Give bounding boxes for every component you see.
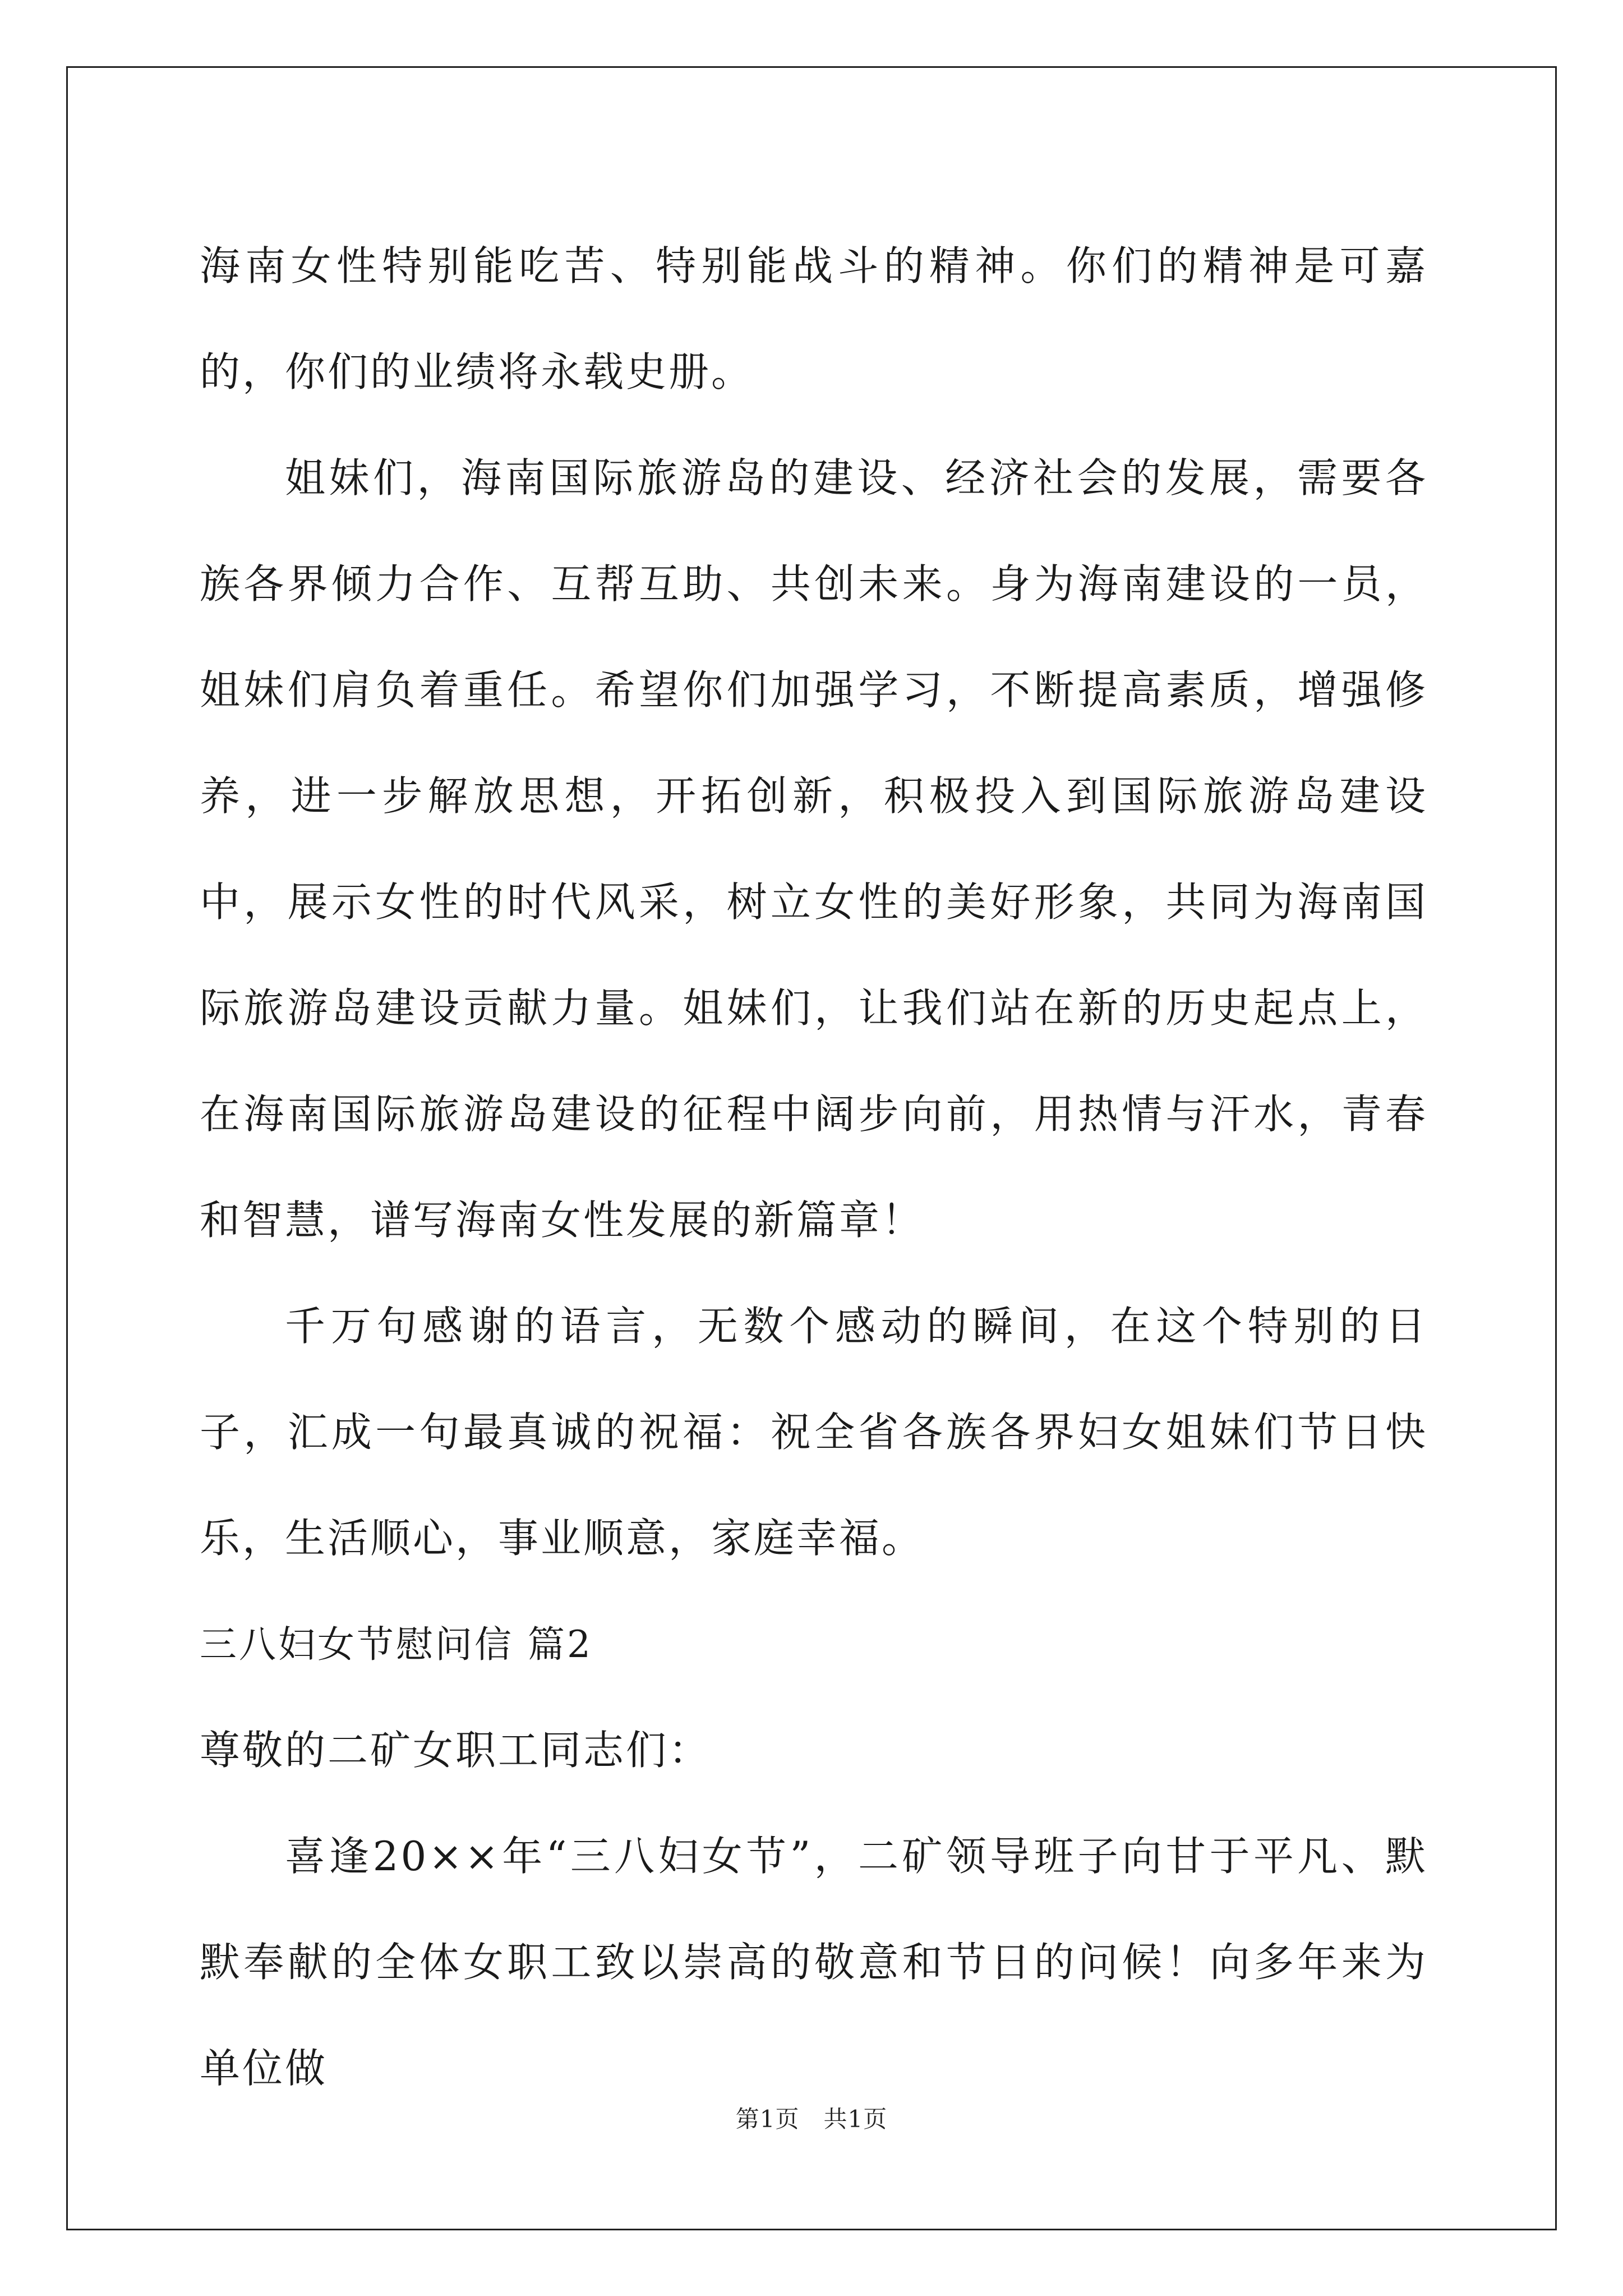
- paragraph-2: 姐妹们，海南国际旅游岛的建设、经济社会的发展，需要各族各界倾力合作、互帮互助、共创未来。身为海南建设的一员，姐妹们肩负着重任。希望你们加强学习，不断提高素质，增强修养，进一步解放思想，开拓创新，积极投入到国际旅游岛建设中，展示女性的时代风采，树立女性的美好形象，共同为海南国际旅游岛建设贡献力量。姐妹们，让我们站在新的历史起点上，在海南国际旅游岛建设的征程中阔步向前，用热情与汗水，青春和智慧，谱写海南女性发展的新篇章！: [200, 454, 1428, 1244]
- salutation: 尊敬的二矿女职工同志们：: [200, 1727, 712, 1774]
- paragraph-6: 喜逢20××年“三八妇女节”，二矿领导班子向甘于平凡、默默奉献的全体女职工致以崇高的敬意和节日的问候！向多年来为单位做: [200, 1833, 1428, 2092]
- paragraph-1: 海南女性特别能吃苦、特别能战斗的精神。你们的精神是可嘉的，你们的业绩将永载史册。: [200, 242, 1428, 395]
- document-body: [200, 213, 1428, 2122]
- paragraph-3: 千万句感谢的语言，无数个感动的瞬间，在这个特别的日子，汇成一句最真诚的祝福：祝全省各族各界妇女姐妹们节日快乐，生活顺心，事业顺意，家庭幸福。: [200, 1303, 1428, 1562]
- page-number-footer: 第1页 共1页: [735, 2105, 888, 2133]
- section-heading: 三八妇女节慰问信 篇2: [200, 1623, 593, 1666]
